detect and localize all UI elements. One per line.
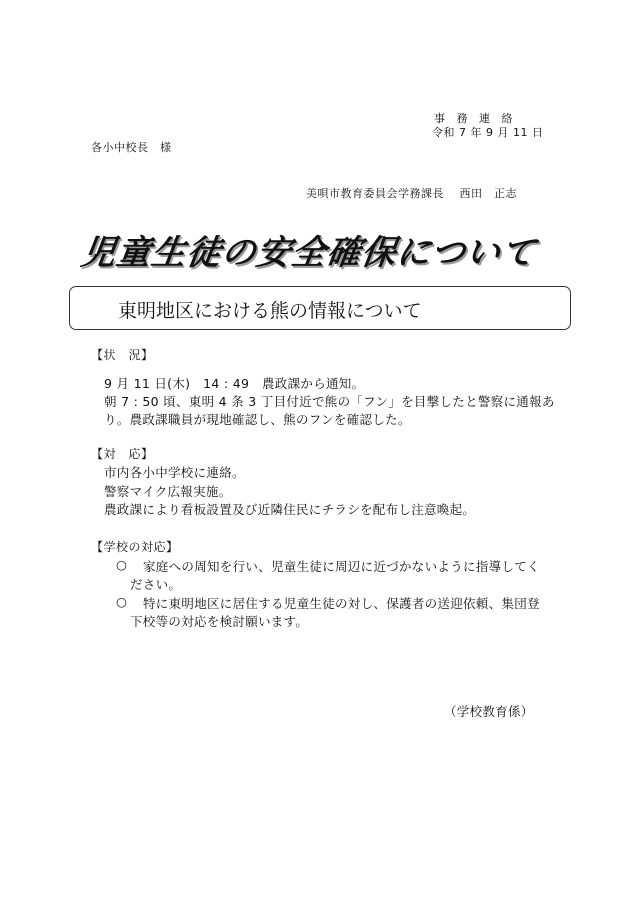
situation-line: 9 月 11 日(木) 14 : 49 農政課から通知。 <box>104 376 365 391</box>
situation-line: り。農政課職員が現地確認し、熊のフンを確認した。 <box>104 412 411 427</box>
bullet-circle-icon: ○ <box>116 557 128 572</box>
recipient: 各小中校長 様 <box>91 141 172 154</box>
subtitle: 東明地区における熊の情報について <box>118 300 422 322</box>
response-line: 農政課により看板設置及び近隣住民にチラシを配布し注意喚起。 <box>104 502 476 517</box>
response-line: 警察マイク広報実施。 <box>104 484 232 499</box>
section-heading-situation: 【状 況】 <box>91 348 154 362</box>
page-title: 児童生徒の安全確保について <box>78 233 539 273</box>
situation-line: 朝 7 : 50 頃、東明 4 条 3 丁目付近で熊の「フン」を目撃したと警察に通報あ <box>104 394 555 409</box>
document-type: 事 務 連 絡 <box>434 112 517 125</box>
bullet-circle-icon: ○ <box>116 594 128 609</box>
school-response-item: 家庭への周知を行い、児童生徒に周辺に近づかないように指導してく <box>143 559 540 574</box>
section-heading-school-response: 【学校の対応】 <box>91 540 179 554</box>
contact-section: （学校教育係） <box>444 704 534 719</box>
school-response-item: 特に東明地区に居住する児童生徒の対し、保護者の送迎依頼、集団登 <box>143 596 540 611</box>
school-response-item-continued: 下校等の対応を検討願います。 <box>130 614 309 629</box>
subtitle-box <box>69 286 571 330</box>
response-line: 市内各小中学校に連絡。 <box>104 465 245 480</box>
school-response-item-continued: ださい。 <box>130 577 182 592</box>
section-heading-response: 【対 応】 <box>91 447 154 461</box>
document-date: 令和 7 年 9 月 11 日 <box>432 126 544 139</box>
sender: 美唄市教育委員会学務課長 西田 正志 <box>306 187 517 200</box>
